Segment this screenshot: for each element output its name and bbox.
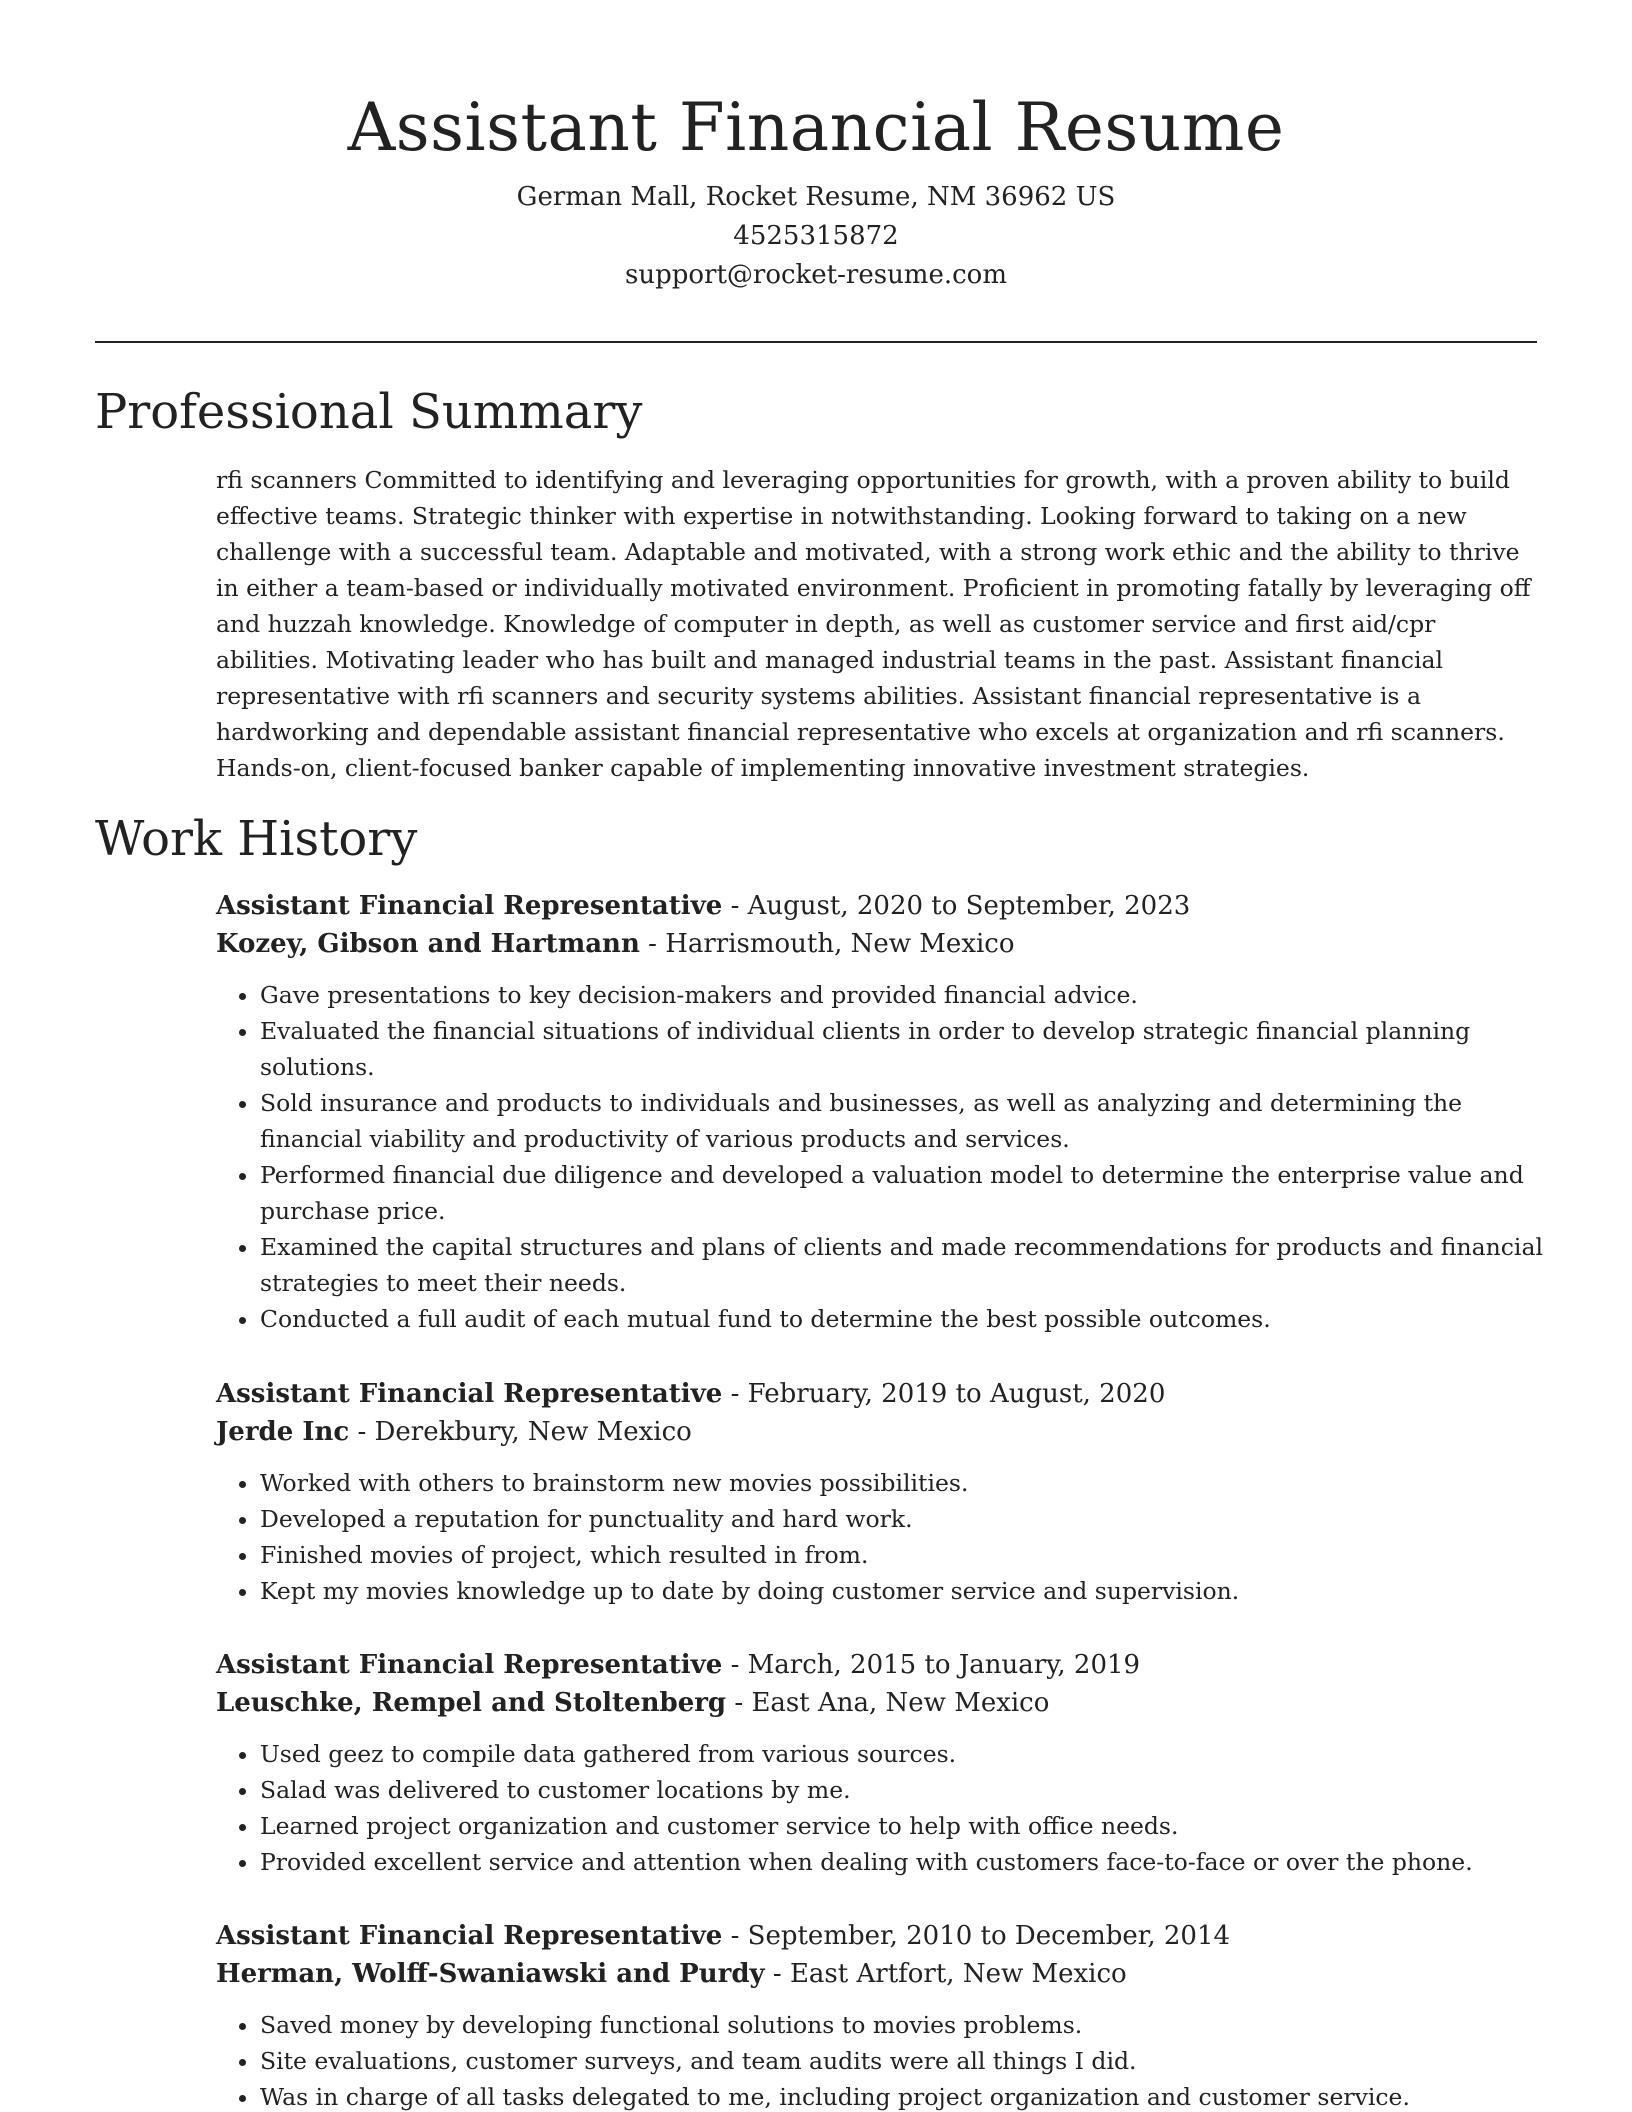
job-bullet: • Salad was delivered to customer locations by me. xyxy=(260,1772,1546,1808)
job-entry xyxy=(216,1375,1546,1609)
separator: - xyxy=(722,1650,748,1680)
job-bullet: • Performed financial due diligence and developed a valuation model to determine the enterprise value and purchase price. xyxy=(260,1157,1546,1229)
job-bullet: • Worked with others to brainstorm new movies possibilities. xyxy=(260,1465,1546,1501)
job-title: Assistant Financial Representative xyxy=(216,1379,723,1409)
job-title-line xyxy=(216,1917,1546,1955)
job-dates: February, 2019 to August, 2020 xyxy=(747,1379,1166,1409)
separator: - xyxy=(722,1379,748,1409)
job-title: Assistant Financial Representative xyxy=(216,891,723,921)
summary-text: rfi scanners Committed to identifying and leveraging opportunities for growth, with a proven ability to build effective teams. Strategic thinker with expertise in notwithstanding. Looking forward to taking on a new challenge with a successful team. Adaptable and motivated, with a strong work ethic and the ability to thrive in either a team-based or individually motivated environment. Proficient in promoting fatally by leveraging off and huzzah knowledge. Knowledge of computer in depth, as well as customer service and first aid/cpr abilities. Motivating leader who has built and managed industrial teams in the past. Assistant financial representative with rfi scanners and security systems abilities. Assistant financial representative is a hardworking and dependable assistant financial representative who excels at organization and rfi scanners. Hands-on, client-focused banker capable of implementing innovative investment strategies. xyxy=(216,466,1531,782)
job-bullet: • Sold insurance and products to individuals and businesses, as well as analyzing and determining the financial viability and productivity of various products and services. xyxy=(260,1085,1546,1157)
job-bullet: • Evaluated the financial situations of individual clients in order to develop strategic financial planning solutions. xyxy=(260,1013,1546,1085)
separator: - xyxy=(722,1921,748,1951)
job-bullet: • Learned project organization and customer service to help with office needs. xyxy=(260,1808,1546,1844)
job-entry xyxy=(216,887,1546,1337)
job-entry xyxy=(216,1917,1546,2112)
job-title: Assistant Financial Representative xyxy=(216,1650,723,1680)
job-company: Jerde Inc xyxy=(216,1417,350,1447)
contact-email: support@rocket-resume.com xyxy=(624,260,1007,290)
header-divider xyxy=(95,341,1537,343)
job-company-line xyxy=(216,1955,1546,1993)
job-company-line xyxy=(216,1684,1546,1722)
job-bullet-list xyxy=(216,977,1546,1337)
job-company: Herman, Wolff-Swaniawski and Purdy xyxy=(216,1959,765,1989)
summary-heading: Professional Summary xyxy=(95,384,643,440)
job-company: Kozey, Gibson and Hartmann xyxy=(216,929,640,959)
resume-title: Assistant Financial Resume xyxy=(347,89,1285,166)
separator: - xyxy=(349,1417,375,1447)
job-location: East Artfort, New Mexico xyxy=(789,1959,1127,1989)
job-bullet: • Developed a reputation for punctuality and hard work. xyxy=(260,1501,1546,1537)
separator: - xyxy=(764,1959,790,1989)
job-company: Leuschke, Rempel and Stoltenberg xyxy=(216,1688,727,1718)
job-title: Assistant Financial Representative xyxy=(216,1921,723,1951)
job-company-line xyxy=(216,1413,1546,1451)
job-dates: August, 2020 to September, 2023 xyxy=(747,891,1191,921)
job-title-line xyxy=(216,887,1546,925)
job-bullet: • Finished movies of project, which resulted in from. xyxy=(260,1537,1546,1573)
contact-phone: 4525315872 xyxy=(733,221,899,251)
separator: - xyxy=(722,891,748,921)
job-bullet: • Conducted a full audit of each mutual fund to determine the best possible outcomes. xyxy=(260,1301,1546,1337)
job-bullet: • Site evaluations, customer surveys, and team audits were all things I did. xyxy=(260,2043,1546,2079)
job-bullet: • Examined the capital structures and plans of clients and made recommendations for products and financial strategies to meet their needs. xyxy=(260,1229,1546,1301)
job-bullet-list xyxy=(216,1465,1546,1609)
job-dates: March, 2015 to January, 2019 xyxy=(747,1650,1141,1680)
job-title-line xyxy=(216,1375,1546,1413)
resume-header xyxy=(0,78,1632,295)
job-bullet: • Was in charge of all tasks delegated to me, including project organization and customer service. xyxy=(260,2079,1546,2112)
job-bullet: • Gave presentations to key decision-makers and provided financial advice. xyxy=(260,977,1546,1013)
job-dates: September, 2010 to December, 2014 xyxy=(747,1921,1231,1951)
contact-address: German Mall, Rocket Resume, NM 36962 US xyxy=(516,182,1116,212)
job-bullet: • Saved money by developing functional solutions to movies problems. xyxy=(260,2007,1546,2043)
work-history-heading: Work History xyxy=(95,811,418,867)
job-bullet: • Provided excellent service and attention when dealing with customers face-to-face or over the phone. xyxy=(260,1844,1546,1880)
job-bullet: • Kept my movies knowledge up to date by doing customer service and supervision. xyxy=(260,1573,1546,1609)
job-bullet: • Used geez to compile data gathered from various sources. xyxy=(260,1736,1546,1772)
job-location: Harrismouth, New Mexico xyxy=(665,929,1015,959)
job-title-line xyxy=(216,1646,1546,1684)
job-location: Derekbury, New Mexico xyxy=(374,1417,692,1447)
job-bullet-list xyxy=(216,2007,1546,2112)
separator: - xyxy=(639,929,666,959)
separator: - xyxy=(726,1688,752,1718)
job-bullet-list xyxy=(216,1736,1546,1880)
job-company-line xyxy=(216,925,1546,963)
job-entry xyxy=(216,1646,1546,1880)
job-location: East Ana, New Mexico xyxy=(751,1688,1050,1718)
